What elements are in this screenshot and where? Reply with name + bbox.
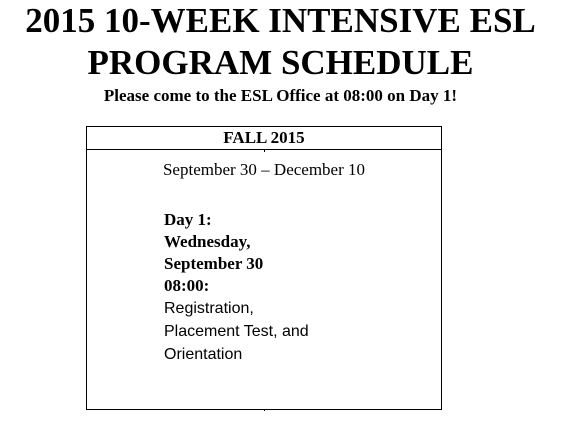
term-dates: September 30 – December 10: [162, 160, 366, 179]
activity-placement-test: Placement Test, and: [164, 323, 309, 340]
day-label: Day 1:: [164, 210, 212, 229]
weekday-label: Wednesday,: [164, 232, 251, 251]
date-label: September 30: [164, 254, 264, 273]
divider-mark-top: [264, 150, 265, 152]
divider-mark-bottom: [264, 409, 265, 411]
activity-registration: Registration,: [164, 300, 254, 317]
schedule-details: [164, 209, 434, 366]
page-title-line-1: 2015 10-WEEK INTENSIVE ESL: [25, 1, 536, 40]
activity-orientation: Orientation: [164, 346, 243, 363]
schedule-box: [86, 126, 442, 410]
page-title-line-2: PROGRAM SCHEDULE: [87, 43, 474, 82]
term-header: FALL 2015: [87, 127, 441, 150]
time-label: 08:00:: [164, 276, 210, 295]
instruction-text: Please come to the ESL Office at 08:00 on Day 1!: [103, 86, 458, 105]
